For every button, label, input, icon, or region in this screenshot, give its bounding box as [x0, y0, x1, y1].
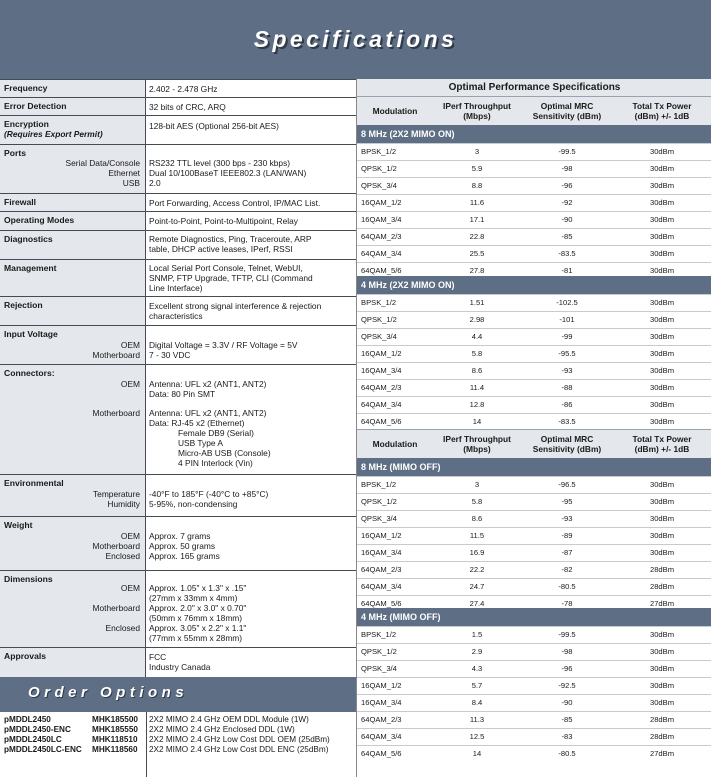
modulation-cell: QPSK_3/4: [361, 664, 397, 673]
header-throughput-1: IPerf Throughput: [443, 434, 511, 444]
header-throughput-2: (Mbps): [463, 111, 491, 121]
sensitivity-cell: -92.5: [558, 681, 576, 690]
modulation-cell: 64QAM_5/6: [361, 749, 402, 758]
throughput-cell: 11.6: [469, 198, 485, 207]
perf-row: [357, 493, 711, 510]
spec-value: 2.0: [149, 178, 161, 188]
perf-row: [357, 561, 711, 578]
spec-value: (27mm x 33mm x 4mm): [149, 593, 238, 603]
sensitivity-cell: -93: [561, 514, 573, 523]
sensitivity-cell: -88: [561, 383, 573, 392]
throughput-cell: 3: [474, 147, 480, 156]
throughput-cell: 5.8: [471, 497, 483, 506]
perf-row: [357, 328, 711, 345]
order-part-number: MHK185500: [92, 715, 138, 724]
order-model: pMDDL2450-ENC: [4, 725, 71, 734]
tx-power-cell: 30dBm: [649, 332, 675, 341]
sensitivity-cell: -90: [561, 215, 573, 224]
throughput-cell: 25.5: [469, 249, 485, 258]
sensitivity-cell: -96.5: [558, 480, 576, 489]
modulation-cell: QPSK_3/4: [361, 181, 397, 190]
sensitivity-cell: -95: [561, 497, 573, 506]
spec-label: Firewall: [4, 197, 36, 207]
tx-power-cell: 30dBm: [649, 548, 675, 557]
sensitivity-cell: -83.5: [558, 249, 576, 258]
spec-label: Ports: [4, 148, 26, 158]
throughput-cell: 14: [472, 749, 482, 758]
spec-value: Digital Voltage = 3.3V / RF Voltage = 5V: [149, 340, 298, 350]
perf-row: [357, 510, 711, 527]
spec-value: FCC: [149, 652, 167, 662]
modulation-cell: QPSK_3/4: [361, 332, 397, 341]
tx-power-cell: 30dBm: [649, 147, 675, 156]
sensitivity-cell: -99: [561, 332, 573, 341]
header-sensitivity-1: Optimal MRC: [540, 101, 594, 111]
spec-sublabel: Enclosed: [105, 551, 140, 561]
modulation-cell: 16QAM_3/4: [361, 698, 402, 707]
modulation-cell: 16QAM_3/4: [361, 548, 402, 557]
throughput-cell: 17.1: [469, 215, 485, 224]
spec-row-encryption: [0, 115, 356, 144]
sensitivity-cell: -95.5: [558, 349, 576, 358]
modulation-cell: 16QAM_1/2: [361, 681, 402, 690]
throughput-cell: 8.4: [471, 698, 483, 707]
sensitivity-cell: -92: [561, 198, 573, 207]
perf-row: [357, 294, 711, 311]
spec-row-ports: [0, 144, 356, 193]
spec-sublabel: Enclosed: [105, 623, 140, 633]
modulation-cell: 16QAM_1/2: [361, 198, 402, 207]
spec-value: Data: 80 Pin SMT: [149, 389, 216, 399]
tx-power-cell: 30dBm: [649, 630, 675, 639]
spec-value: Approx. 1.05" x 1.3" x .15": [149, 583, 247, 593]
sensitivity-cell: -85: [561, 715, 573, 724]
throughput-cell: 8.8: [471, 181, 483, 190]
header-throughput-1: IPerf Throughput: [443, 101, 511, 111]
perf-row: [357, 345, 711, 362]
spec-value: Antenna: UFL x2 (ANT1, ANT2): [149, 408, 267, 418]
modulation-cell: 64QAM_2/3: [361, 383, 402, 392]
tx-power-cell: 30dBm: [649, 497, 675, 506]
header-sensitivity-1: Optimal MRC: [540, 434, 594, 444]
modulation-cell: 16QAM_1/2: [361, 531, 402, 540]
modulation-cell: 64QAM_3/4: [361, 582, 402, 591]
throughput-cell: 4.3: [471, 664, 483, 673]
tx-power-cell: 28dBm: [649, 582, 675, 591]
order-description: 2X2 MIMO 2.4 GHz Low Cost DDL OEM (25dBm): [149, 735, 330, 744]
throughput-cell: 8.6: [471, 366, 483, 375]
perf-row: [357, 578, 711, 595]
spec-value: 7 - 30 VDC: [149, 350, 191, 360]
throughput-cell: 24.7: [469, 582, 485, 591]
tx-power-cell: 30dBm: [649, 514, 675, 523]
spec-row-dimensions: [0, 570, 356, 647]
tx-power-cell: 30dBm: [649, 681, 675, 690]
order-model: pMDDL2450: [4, 715, 51, 724]
sensitivity-cell: -83.5: [558, 417, 576, 426]
spec-value: Approx. 50 grams: [149, 541, 216, 551]
perf-row: [357, 194, 711, 211]
spec-label: Dimensions: [4, 574, 53, 584]
spec-value: Approx. 2.0" x 3.0" x 0.70": [149, 603, 247, 613]
modulation-cell: 16QAM_3/4: [361, 366, 402, 375]
spec-row-frequency: [0, 79, 356, 97]
spec-value: USB Type A: [178, 438, 224, 448]
spec-label: Frequency: [4, 83, 48, 93]
modulation-cell: BPSK_1/2: [361, 630, 397, 639]
tx-power-cell: 30dBm: [649, 266, 675, 275]
tx-power-cell: 28dBm: [649, 565, 675, 574]
header-modulation: Modulation: [372, 106, 418, 116]
tx-power-cell: 30dBm: [649, 249, 675, 258]
spec-sublabel: OEM: [120, 583, 140, 593]
perf-row: [357, 527, 711, 544]
spec-value: 5-95%, non-condensing: [149, 499, 238, 509]
spec-sublabel: Motherboard: [92, 350, 140, 360]
throughput-cell: 1.51: [469, 298, 485, 307]
modulation-cell: 64QAM_2/3: [361, 565, 402, 574]
spec-row-firewall: [0, 193, 356, 211]
perf-row: [357, 694, 711, 711]
spec-sublabel: Motherboard: [92, 408, 140, 418]
spec-sublabel: Serial Data/Console: [65, 158, 140, 168]
header-banner: [0, 0, 711, 79]
modulation-cell: BPSK_1/2: [361, 298, 397, 307]
sensitivity-cell: -89: [561, 531, 573, 540]
modulation-cell: 64QAM_5/6: [361, 599, 402, 608]
spec-sublabel: Motherboard: [92, 541, 140, 551]
spec-value: (50mm x 76mm x 18mm): [149, 613, 243, 623]
spec-value: Local Serial Port Console, Telnet, WebUI,: [149, 263, 303, 273]
throughput-cell: 12.5: [469, 732, 485, 741]
order-description: 2X2 MIMO 2.4 GHz OEM DDL Module (1W): [149, 715, 309, 724]
tx-power-cell: 28dBm: [649, 715, 675, 724]
tx-power-cell: 30dBm: [649, 181, 675, 190]
order-part-number: MHK118510: [92, 735, 138, 744]
specifications-table: [0, 79, 356, 777]
modulation-cell: 16QAM_1/2: [361, 349, 402, 358]
modulation-cell: 64QAM_3/4: [361, 400, 402, 409]
sensitivity-cell: -98: [561, 164, 573, 173]
spec-label: Approvals: [4, 651, 47, 661]
spec-sublabel: Temperature: [92, 489, 140, 499]
tx-power-cell: 30dBm: [649, 647, 675, 656]
order-part-number: MHK185550: [92, 725, 138, 734]
spec-value: 32 bits of CRC, ARQ: [149, 102, 226, 112]
tx-power-cell: 30dBm: [649, 417, 675, 426]
header-power-2: (dBm) +/- 1dB: [634, 444, 690, 454]
performance-table: [356, 79, 711, 777]
spec-label: Environmental: [4, 478, 64, 488]
throughput-cell: 27.8: [469, 266, 485, 275]
page-title: Specifications: [253, 26, 458, 52]
spec-label: Error Detection: [4, 101, 67, 111]
perf-row: [357, 660, 711, 677]
order-model: pMDDL2450LC-ENC: [4, 745, 82, 754]
perf-row: [357, 311, 711, 328]
spec-sublabel: OEM: [120, 531, 140, 541]
tx-power-cell: 30dBm: [649, 383, 675, 392]
tx-power-cell: 30dBm: [649, 349, 675, 358]
modulation-cell: 64QAM_5/6: [361, 417, 402, 426]
throughput-cell: 12.8: [469, 400, 485, 409]
spec-sublabel: Ethernet: [108, 168, 140, 178]
modulation-cell: 64QAM_5/6: [361, 266, 402, 275]
spec-value: Point-to-Point, Point-to-Multipoint, Relay: [149, 216, 298, 226]
spec-value: characteristics: [149, 311, 203, 321]
tx-power-cell: 30dBm: [649, 298, 675, 307]
order-options-band: [0, 677, 356, 712]
perf-row: [357, 677, 711, 694]
modulation-cell: 16QAM_3/4: [361, 215, 402, 224]
spec-value: RS232 TTL level (300 bps - 230 kbps): [149, 158, 291, 168]
perf-row: [357, 476, 711, 493]
spec-label: Encryption: [4, 119, 49, 129]
spec-row-diagnostics: [0, 230, 356, 259]
throughput-cell: 5.7: [471, 681, 483, 690]
throughput-cell: 11.4: [469, 383, 485, 392]
spec-value: Dual 10/100BaseT IEEE802.3 (LAN/WAN): [149, 168, 307, 178]
spec-sublabel: Motherboard: [92, 603, 140, 613]
tx-power-cell: 30dBm: [649, 215, 675, 224]
sensitivity-cell: -82: [561, 565, 573, 574]
spec-label: Management: [4, 263, 57, 273]
tx-power-cell: 30dBm: [649, 531, 675, 540]
sensitivity-cell: -83: [561, 732, 573, 741]
perf-row: [357, 728, 711, 745]
spec-value: Data: RJ-45 x2 (Ethernet): [149, 418, 245, 428]
header-power-2: (dBm) +/- 1dB: [634, 111, 690, 121]
spec-label: Weight: [4, 520, 33, 530]
spec-value: SNMP, FTP Upgrade, TFTP, CLI (Command: [149, 273, 313, 283]
perf-row: [357, 177, 711, 194]
modulation-cell: QPSK_3/4: [361, 514, 397, 523]
spec-row-rejection: [0, 296, 356, 325]
spec-row-connectors: [0, 364, 356, 474]
spec-value: Port Forwarding, Access Control, IP/MAC List.: [149, 198, 321, 208]
throughput-cell: 3: [474, 480, 480, 489]
tx-power-cell: 30dBm: [649, 164, 675, 173]
sensitivity-cell: -93: [561, 366, 573, 375]
tx-power-cell: 30dBm: [649, 400, 675, 409]
spec-value: Micro-AB USB (Console): [178, 448, 271, 458]
order-description: 2X2 MIMO 2.4 GHz Low Cost DDL ENC (25dBm): [149, 745, 329, 754]
spec-value: Remote Diagnostics, Ping, Traceroute, ARP: [149, 234, 312, 244]
column-header-row: [357, 96, 711, 125]
spec-sublabel: OEM: [120, 379, 140, 389]
spec-row-approvals: [0, 647, 356, 677]
tx-power-cell: 30dBm: [649, 664, 675, 673]
sensitivity-cell: -85: [561, 232, 573, 241]
order-description: 2X2 MIMO 2.4 GHz Enclosed DDL (1W): [149, 725, 295, 734]
spec-value: 4 PIN Interlock (Vin): [178, 458, 253, 468]
sensitivity-cell: -99.5: [558, 630, 576, 639]
spec-value: Approx. 165 grams: [149, 551, 220, 561]
spec-value: Line Interface): [149, 283, 203, 293]
perf-row: [357, 160, 711, 177]
perf-row: [357, 711, 711, 728]
modulation-cell: QPSK_1/2: [361, 315, 397, 324]
spec-value: Female DB9 (Serial): [178, 428, 254, 438]
spec-label: Diagnostics: [4, 234, 53, 244]
spec-value: (77mm x 55mm x 28mm): [149, 633, 243, 643]
spec-label: Operating Modes: [4, 215, 75, 225]
tx-power-cell: 30dBm: [649, 480, 675, 489]
perf-row: [357, 143, 711, 160]
tx-power-cell: 30dBm: [649, 315, 675, 324]
perf-row: [357, 245, 711, 262]
spec-value: Industry Canada: [149, 662, 211, 672]
spec-value: 128-bit AES (Optional 256-bit AES): [149, 121, 279, 131]
spec-label: Input Voltage: [4, 329, 58, 339]
tx-power-cell: 30dBm: [649, 232, 675, 241]
tx-power-cell: 30dBm: [649, 698, 675, 707]
throughput-cell: 8.6: [471, 514, 483, 523]
throughput-cell: 4.4: [471, 332, 483, 341]
sensitivity-cell: -96: [561, 664, 573, 673]
perf-row: [357, 396, 711, 413]
spec-value: Approx. 3.05" x 2.2" x 1.1": [149, 623, 247, 633]
sensitivity-cell: -80.5: [558, 582, 576, 591]
header-power-1: Total Tx Power: [632, 101, 692, 111]
spec-row-operating-modes: [0, 211, 356, 230]
throughput-cell: 27.4: [469, 599, 485, 608]
throughput-cell: 22.8: [469, 232, 485, 241]
spec-value: Excellent strong signal interference & rejection: [149, 301, 322, 311]
spec-row-weight: [0, 516, 356, 570]
spec-sublabel: OEM: [120, 340, 140, 350]
spec-row-management: [0, 259, 356, 296]
order-options-table: [0, 712, 356, 777]
spec-value: table, DHCP active leases, IPerf, RSSI: [149, 244, 293, 254]
throughput-cell: 16.9: [469, 548, 485, 557]
throughput-cell: 11.5: [469, 531, 485, 540]
perf-row: [357, 379, 711, 396]
spec-value: Approx. 7 grams: [149, 531, 211, 541]
perf-row: [357, 626, 711, 643]
order-model: pMDDL2450LC: [4, 735, 62, 744]
perf-row: [357, 745, 711, 762]
section-title: 8 MHz (MIMO OFF): [357, 458, 711, 476]
tx-power-cell: 28dBm: [649, 732, 675, 741]
tx-power-cell: 30dBm: [649, 198, 675, 207]
sensitivity-cell: -80.5: [558, 749, 576, 758]
sensitivity-cell: -98: [561, 647, 573, 656]
sensitivity-cell: -101: [559, 315, 575, 324]
throughput-cell: 22.2: [469, 565, 485, 574]
section-title: 8 MHz (2X2 MIMO ON): [357, 125, 711, 143]
modulation-cell: 64QAM_3/4: [361, 249, 402, 258]
spec-sublabel: Humidity: [107, 499, 140, 509]
order-part-number: MHK118560: [92, 745, 138, 754]
perf-row: [357, 643, 711, 660]
sensitivity-cell: -99.5: [558, 147, 576, 156]
modulation-cell: 64QAM_3/4: [361, 732, 402, 741]
throughput-cell: 2.98: [469, 315, 485, 324]
modulation-cell: QPSK_1/2: [361, 164, 397, 173]
modulation-cell: BPSK_1/2: [361, 147, 397, 156]
spec-row-input-voltage: [0, 325, 356, 364]
sensitivity-cell: -96: [561, 181, 573, 190]
sensitivity-cell: -90: [561, 698, 573, 707]
tx-power-cell: 30dBm: [649, 366, 675, 375]
spec-sublabel: USB: [122, 178, 140, 188]
spec-value: Antenna: UFL x2 (ANT1, ANT2): [149, 379, 267, 389]
perf-row: [357, 228, 711, 245]
header-power-1: Total Tx Power: [632, 434, 692, 444]
sensitivity-cell: -81: [561, 266, 573, 275]
sensitivity-cell: -87: [561, 548, 573, 557]
modulation-cell: BPSK_1/2: [361, 480, 397, 489]
perf-row: [357, 362, 711, 379]
header-sensitivity-2: Sensitivity (dBm): [532, 444, 602, 454]
modulation-cell: QPSK_1/2: [361, 497, 397, 506]
modulation-cell: 64QAM_2/3: [361, 232, 402, 241]
perf-row: [357, 211, 711, 228]
sensitivity-cell: -78: [561, 599, 573, 608]
tx-power-cell: 27dBm: [649, 749, 675, 758]
sensitivity-cell: -102.5: [556, 298, 578, 307]
throughput-cell: 1.5: [471, 630, 483, 639]
throughput-cell: 5.8: [471, 349, 483, 358]
throughput-cell: 5.9: [471, 164, 483, 173]
sensitivity-cell: -86: [561, 400, 573, 409]
spec-label: Rejection: [4, 300, 43, 310]
spec-value: -40°F to 185°F (-40°C to +85°C): [149, 489, 269, 499]
header-throughput-2: (Mbps): [463, 444, 491, 454]
column-header-row: [357, 429, 711, 458]
spec-row-environmental: [0, 474, 356, 516]
modulation-cell: QPSK_1/2: [361, 647, 397, 656]
perf-row: [357, 413, 711, 430]
order-divider: [146, 712, 147, 777]
spec-label: Connectors:: [4, 368, 55, 378]
perf-row: [357, 544, 711, 561]
header-modulation: Modulation: [372, 439, 418, 449]
performance-title: Optimal Performance Specifications: [357, 79, 711, 96]
section-title: 4 MHz (MIMO OFF): [357, 608, 711, 626]
spec-value: 2.402 - 2.478 GHz: [149, 84, 218, 94]
modulation-cell: 64QAM_2/3: [361, 715, 402, 724]
order-options-title: Order Options: [28, 684, 189, 701]
throughput-cell: 11.3: [469, 715, 485, 724]
section-title: 4 MHz (2X2 MIMO ON): [357, 276, 711, 294]
spec-label-note: (Requires Export Permit): [4, 129, 103, 139]
spec-row-error-detection: [0, 97, 356, 115]
throughput-cell: 2.9: [471, 647, 483, 656]
header-sensitivity-2: Sensitivity (dBm): [532, 111, 602, 121]
throughput-cell: 14: [472, 417, 482, 426]
tx-power-cell: 27dBm: [649, 599, 675, 608]
